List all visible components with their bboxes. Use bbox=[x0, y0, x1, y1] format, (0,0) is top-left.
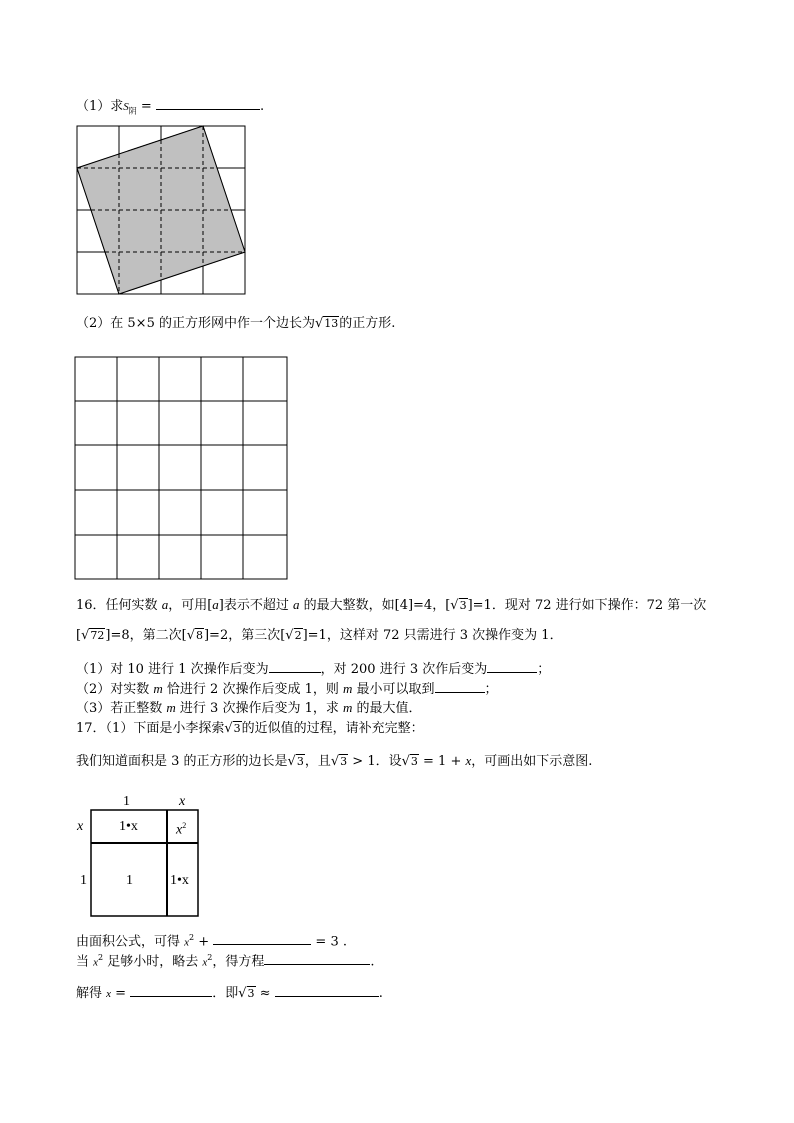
diagram-left-label-1: 1 bbox=[80, 873, 87, 888]
sqrt-2: √2 bbox=[285, 628, 302, 643]
q17-line3: 由面积公式，可得 $x^2$ + = 3 . bbox=[76, 933, 347, 950]
q16-line2: [√72]=8，第二次[√8]=2，第三次[√2]=1，这样对 72 只需进行 3 次操作变为 1． bbox=[76, 628, 563, 643]
q16-part2: （2）对实数 m 恰进行 2 次操作后变成 1，则 m 最小可以取到 ； bbox=[76, 681, 498, 697]
sqrt-3: √3 bbox=[450, 598, 467, 613]
answer-blank[interactable] bbox=[130, 984, 212, 997]
diagram-left-label-x: x bbox=[77, 819, 84, 834]
q15-part2: （2）在 5×5 的正方形网中作一个边长为√13的正方形. bbox=[76, 316, 396, 331]
diagram-top-label-x: x bbox=[179, 794, 186, 809]
sqrt-3: √3 bbox=[330, 754, 348, 769]
empty-5x5-grid[interactable] bbox=[75, 357, 287, 579]
q16-part1: （1）对 10 进行 1 次操作后变为 ，对 200 进行 3 次作后变为 ； bbox=[76, 662, 551, 677]
grid-border bbox=[77, 126, 245, 294]
grid-lines bbox=[77, 126, 245, 294]
answer-blank[interactable] bbox=[269, 660, 321, 673]
diagram-top-label-1: 1 bbox=[123, 794, 130, 809]
q17-heading: 17．（1）下面是小李探索√3的近似值的过程，请补充完整： bbox=[76, 721, 424, 736]
sqrt-13: √13 bbox=[314, 316, 339, 331]
shaded-square bbox=[77, 126, 245, 294]
sqrt-3: √3 bbox=[238, 986, 255, 1001]
q17-line2: 我们知道面积是 3 的正方形的边长是√3，且√3 > 1．设√3 = 1 + x，可画出如下示意图. bbox=[76, 753, 593, 769]
diagram-cell-1x-top: 1•x bbox=[119, 819, 138, 834]
q16-line1: 16．任何实数 a，可用[a]表示不超过 a 的最大整数，如[4]=4，[√3]=1．现对 72 进行如下操作：72 第一次 bbox=[76, 597, 707, 613]
answer-blank[interactable] bbox=[435, 680, 485, 693]
q15-part1: （1）求$S_阴$ = . bbox=[76, 99, 265, 116]
q17-line5: 解得 x = ．即√3 ≈ . bbox=[76, 986, 383, 1001]
q17-line4: 当 $x^2$ 足够小时，略去 $x^2$，得方程 . bbox=[76, 953, 375, 970]
diagram-cell-1: 1 bbox=[126, 873, 133, 888]
diagram-cell-x2: $x^2$ bbox=[176, 821, 187, 838]
answer-blank[interactable] bbox=[487, 660, 537, 673]
sqrt-3: √3 bbox=[401, 754, 418, 769]
sqrt-8: √8 bbox=[186, 628, 203, 643]
sqrt-3: √3 bbox=[287, 754, 304, 769]
sqrt-3: √3 bbox=[224, 721, 241, 736]
answer-blank[interactable] bbox=[156, 97, 260, 110]
q16-part3: （3）若正整数 m 进行 3 次操作后变为 1，求 m 的最大值． bbox=[76, 700, 422, 716]
diagram-cell-1x-right: 1•x bbox=[170, 873, 189, 888]
answer-blank[interactable] bbox=[264, 952, 370, 965]
answer-blank[interactable] bbox=[275, 984, 379, 997]
sqrt-72: √72 bbox=[81, 628, 105, 643]
answer-blank[interactable] bbox=[213, 932, 311, 945]
